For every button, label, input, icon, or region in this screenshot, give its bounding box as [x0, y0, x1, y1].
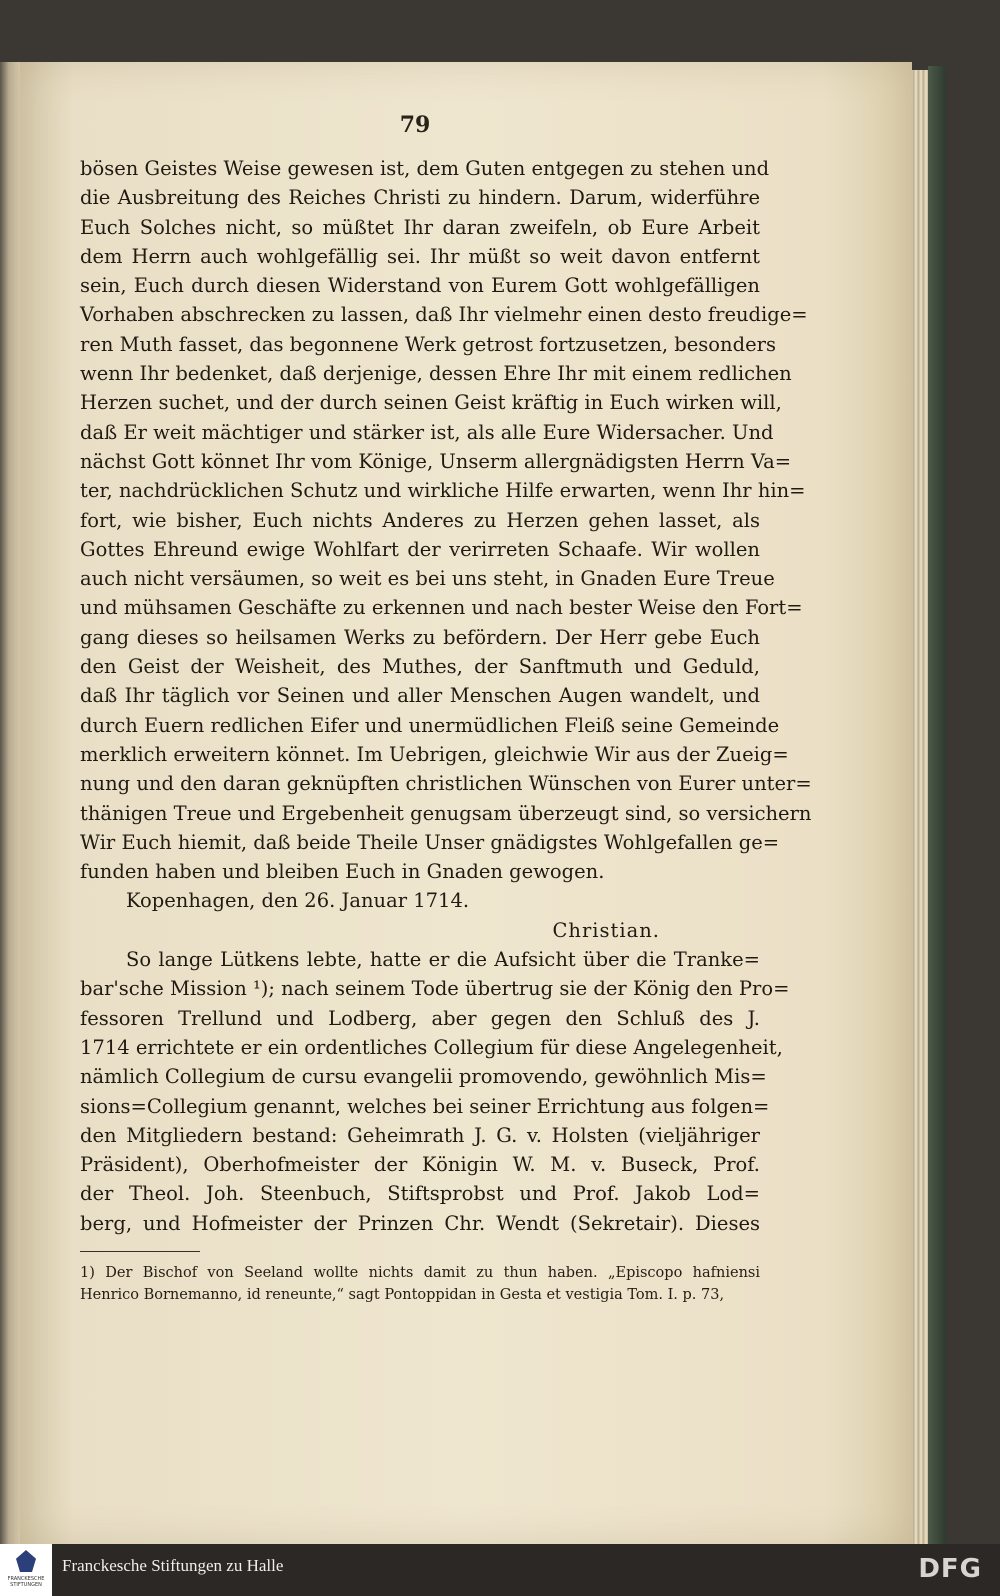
text-line: sein, Euch durch diesen Widerstand von Eurem Gott wohlgefälligen — [80, 274, 760, 298]
previous-page-edge — [0, 62, 22, 1544]
text-line: daß Ihr täglich vor Seinen und aller Menschen Augen wandelt, und — [80, 684, 760, 708]
text-line: die Ausbreitung des Reiches Christi zu hindern. Darum, widerführe — [80, 186, 760, 210]
text-line: gang dieses so heilsamen Werks zu befördern. Der Herr gebe Euch — [80, 625, 760, 649]
viewer-footer — [0, 1544, 1000, 1596]
text-line: nung und den daran geknüpften christlichen Wünschen von Eurer unter= — [80, 772, 812, 796]
main-text — [80, 154, 812, 1238]
francke-emblem-icon — [16, 1550, 36, 1572]
institution-name[interactable]: Franckesche Stiftungen zu Halle — [62, 1556, 284, 1575]
text-line: Gottes Ehreund ewige Wohlfart der verirreten Schaafe. Wir wollen — [80, 537, 760, 561]
text-line: So lange Lütkens lebte, hatte er die Aufsicht über die Tranke= — [126, 948, 760, 972]
footnote-line: 1) Der Bischof von Seeland wollte nichts damit zu thun haben. „Episcopo hafniensi — [80, 1265, 760, 1281]
text-line: den Mitgliedern bestand: Geheimrath J. G. v. Holsten (vieljähriger — [80, 1123, 760, 1147]
book-cover-edge — [928, 66, 946, 1544]
text-line: nächst Gott könnet Ihr vom Könige, Unserm allergnädigsten Herrn Va= — [80, 449, 792, 473]
francke-logo[interactable] — [0, 1544, 52, 1596]
text-line: berg, und Hofmeister der Prinzen Chr. Wendt (Sekretair). Dieses — [80, 1211, 760, 1235]
text-line: auch nicht versäumen, so weit es bei uns steht, in Gnaden Eure Treue — [80, 567, 775, 591]
text-line: den Geist der Weisheit, des Muthes, der Sanftmuth und Geduld, — [80, 655, 760, 679]
signature: Christian. — [552, 918, 660, 942]
footnote-line: Henrico Bornemanno, id reneunte,“ sagt Pontoppidan in Gesta et vestigia Tom. I. p. 73, — [80, 1287, 725, 1303]
text-line: ter, nachdrücklichen Schutz und wirkliche Hilfe erwarten, wenn Ihr hin= — [80, 479, 806, 503]
text-line: wenn Ihr bedenket, daß derjenige, dessen Ehre Ihr mit einem redlichen — [80, 362, 792, 386]
text-line: fessoren Trellund und Lodberg, aber gegen den Schluß des J. — [80, 1006, 760, 1030]
text-line: fort, wie bisher, Euch nichts Anderes zu Herzen gehen lasset, als — [80, 508, 760, 532]
text-line: funden haben und bleiben Euch in Gnaden gewogen. — [80, 860, 605, 884]
text-line: der Theol. Joh. Steenbuch, Stiftsprobst und Prof. Jakob Lod= — [80, 1182, 760, 1206]
text-line: 1714 errichtete er ein ordentliches Collegium für diese Angelegenheit, — [80, 1035, 783, 1059]
text-line: und mühsamen Geschäfte zu erkennen und nach bester Weise den Fort= — [80, 596, 803, 620]
text-line: thänigen Treue und Ergebenheit genugsam überzeugt sind, so versichern — [80, 801, 812, 825]
text-line: ren Muth fasset, das begonnene Werk getrost fortzusetzen, besonders — [80, 332, 776, 356]
dateline: Kopenhagen, den 26. Januar 1714. — [126, 889, 470, 913]
text-line: nämlich Collegium de cursu evangelii promovendo, gewöhnlich Mis= — [80, 1065, 767, 1089]
text-line: dem Herrn auch wohlgefällig sei. Ihr müßt so weit davon entfernt — [80, 244, 760, 268]
footnote — [80, 1262, 760, 1306]
text-line: Vorhaben abschrecken zu lassen, daß Ihr vielmehr einen desto freudige= — [80, 303, 808, 327]
text-line: bösen Geistes Weise gewesen ist, dem Guten entgegen zu stehen und — [80, 157, 770, 180]
page-number: 79 — [399, 112, 431, 138]
text-line: Herzen suchet, und der durch seinen Geist kräftig in Euch wirken will, — [80, 391, 782, 415]
text-line: merklich erweitern könnet. Im Uebrigen, gleichwie Wir aus der Zueig= — [80, 742, 789, 766]
footnote-separator — [80, 1251, 200, 1252]
text-line: Präsident), Oberhofmeister der Königin W. M. v. Buseck, Prof. — [80, 1153, 760, 1177]
text-line: Wir Euch hiemit, daß beide Theile Unser gnädigstes Wohlgefallen ge= — [80, 830, 780, 854]
text-line: Euch Solches nicht, so müßtet Ihr daran zweifeln, ob Eure Arbeit — [80, 215, 760, 239]
text-line: bar'sche Mission ¹); nach seinem Tode übertrug sie der König den Pro= — [80, 977, 790, 1001]
logo-caption: FRANCKESCHE STIFTUNGEN — [7, 1576, 45, 1588]
text-line: sions=Collegium genannt, welches bei seiner Errichtung aus folgen= — [80, 1094, 770, 1118]
text-line: durch Euern redlichen Eifer und unermüdlichen Fleiß seine Gemeinde — [80, 713, 780, 737]
dfg-logo[interactable]: DFG — [918, 1554, 982, 1584]
text-line: daß Er weit mächtiger und stärker ist, als alle Eure Widersacher. Und — [80, 420, 774, 444]
